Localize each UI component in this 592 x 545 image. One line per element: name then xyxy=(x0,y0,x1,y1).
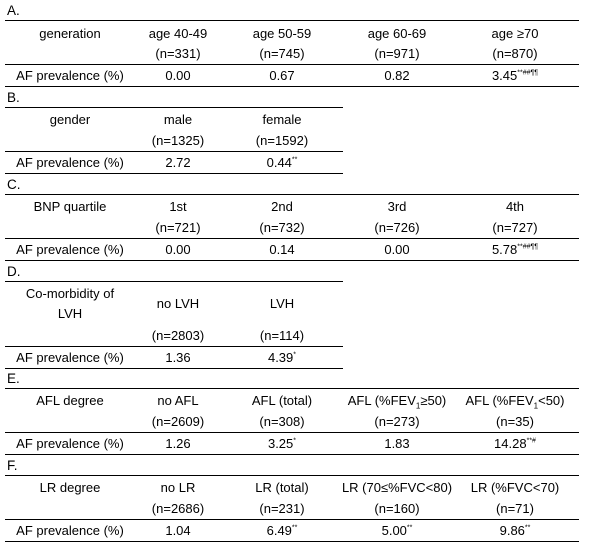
value-cell-with-mark xyxy=(455,242,575,258)
rule xyxy=(5,151,343,152)
value-cell-with-mark xyxy=(222,155,342,171)
value-cell: 0.82 xyxy=(384,68,410,83)
rule xyxy=(5,238,579,239)
count-cell: (n=870) xyxy=(492,46,538,61)
value: 5.78 xyxy=(491,242,518,257)
count-cell: (n=308) xyxy=(259,414,305,429)
value-cell-with-mark xyxy=(337,523,457,539)
subscript: 1 xyxy=(415,401,421,411)
header-cell: age ≥70 xyxy=(491,26,539,41)
header-cell-line2: LVH xyxy=(57,306,83,321)
header-cell: LR degree xyxy=(39,480,101,495)
header-cell: AFL degree xyxy=(36,393,104,408)
value-cell: 1.04 xyxy=(165,523,191,538)
value-cell: 0.00 xyxy=(165,68,191,83)
header-cell: 1st xyxy=(169,199,187,214)
value-cell: 0.67 xyxy=(269,68,295,83)
count-cell: (n=231) xyxy=(259,501,305,516)
value: 5.00 xyxy=(381,523,407,538)
value-cell-with-mark xyxy=(222,523,342,539)
row-label: AF prevalence (%) xyxy=(16,68,124,83)
section-label: B. xyxy=(7,90,20,105)
header-cell: no AFL xyxy=(157,393,199,408)
rule xyxy=(5,173,343,174)
significance-mark: **##¶¶ xyxy=(517,69,539,77)
rule xyxy=(5,194,579,195)
count-cell: (n=1592) xyxy=(255,133,309,148)
header-cell: generation xyxy=(39,26,101,41)
significance-mark: ** xyxy=(291,156,298,164)
section-label: A. xyxy=(7,3,20,18)
significance-mark: **##¶¶ xyxy=(517,243,539,251)
row-label: AF prevalence (%) xyxy=(16,436,124,451)
rule xyxy=(5,107,343,108)
header-text: AFL (%FEV xyxy=(347,393,416,408)
rule xyxy=(5,281,343,282)
header-cell: 3rd xyxy=(387,199,407,214)
significance-mark: ** xyxy=(524,524,531,532)
row-label: AF prevalence (%) xyxy=(16,350,124,365)
rule xyxy=(5,64,579,65)
section-d xyxy=(0,262,592,370)
header-cell: Co-morbidity of xyxy=(25,286,115,301)
header-cell: LR (70≤%FVC<80) xyxy=(341,480,453,495)
significance-mark: * xyxy=(293,351,297,359)
header-cell: no LVH xyxy=(156,296,200,311)
count-cell: (n=160) xyxy=(374,501,420,516)
section-label: F. xyxy=(7,458,18,473)
rule xyxy=(5,432,579,433)
value-cell: 2.72 xyxy=(165,155,191,170)
header-cell: 2nd xyxy=(271,199,293,214)
value: 3.45 xyxy=(491,68,518,83)
value: 3.25 xyxy=(267,436,294,451)
section-label: E. xyxy=(7,371,20,386)
significance-mark: ** xyxy=(406,524,413,532)
header-cell: gender xyxy=(49,112,91,127)
value-cell-with-mark xyxy=(222,350,342,366)
rule xyxy=(5,20,579,21)
rule xyxy=(5,260,579,261)
header-cell-fev xyxy=(337,393,457,409)
significance-mark: * xyxy=(293,437,297,445)
rule xyxy=(5,475,579,476)
value-cell: 1.83 xyxy=(384,436,410,451)
rule xyxy=(5,454,579,455)
value: 14.28 xyxy=(494,436,527,451)
header-cell: age 50-59 xyxy=(252,26,312,41)
value-cell-with-mark xyxy=(222,436,342,452)
header-text: AFL (%FEV xyxy=(465,393,534,408)
header-cell: LR (total) xyxy=(255,480,309,495)
header-cell: LVH xyxy=(269,296,295,311)
value-cell: 0.00 xyxy=(384,242,410,257)
count-cell: (n=971) xyxy=(374,46,420,61)
header-tail: <50) xyxy=(538,393,565,408)
row-label: AF prevalence (%) xyxy=(16,155,124,170)
value: 0.44 xyxy=(266,155,292,170)
count-cell: (n=732) xyxy=(259,220,305,235)
value: 9.86 xyxy=(499,523,525,538)
count-cell: (n=2686) xyxy=(151,501,205,516)
header-cell: LR (%FVC<70) xyxy=(470,480,560,495)
value-cell: 0.00 xyxy=(165,242,191,257)
subscript: 1 xyxy=(533,401,539,411)
rule xyxy=(5,86,579,87)
count-cell: (n=1325) xyxy=(151,133,205,148)
count-cell: (n=727) xyxy=(492,220,538,235)
header-tail: ≥50) xyxy=(420,393,447,408)
section-label: C. xyxy=(7,177,21,192)
count-cell: (n=2803) xyxy=(151,328,205,343)
header-cell: female xyxy=(262,112,302,127)
count-cell: (n=71) xyxy=(496,501,534,516)
value-cell: 1.26 xyxy=(165,436,191,451)
section-f xyxy=(0,456,592,545)
value-cell-with-mark xyxy=(455,68,575,84)
count-cell: (n=2609) xyxy=(151,414,205,429)
rule xyxy=(5,541,579,542)
row-label: AF prevalence (%) xyxy=(16,242,124,257)
section-e xyxy=(0,369,592,457)
section-a xyxy=(0,0,592,92)
count-cell: (n=273) xyxy=(374,414,420,429)
count-cell: (n=331) xyxy=(155,46,201,61)
value-cell: 1.36 xyxy=(165,350,191,365)
header-cell: male xyxy=(163,112,193,127)
header-cell: BNP quartile xyxy=(33,199,107,214)
value-cell-with-mark xyxy=(455,436,575,452)
header-cell: 4th xyxy=(505,199,525,214)
header-cell: age 40-49 xyxy=(148,26,208,41)
value-cell: 0.14 xyxy=(269,242,295,257)
row-label: AF prevalence (%) xyxy=(16,523,124,538)
rule xyxy=(5,346,343,347)
header-cell-fev xyxy=(455,393,575,409)
count-cell: (n=35) xyxy=(496,414,534,429)
value: 4.39 xyxy=(267,350,294,365)
header-cell: age 60-69 xyxy=(367,26,427,41)
count-cell: (n=745) xyxy=(259,46,305,61)
value-cell-with-mark xyxy=(455,523,575,539)
section-b xyxy=(0,88,592,172)
rule xyxy=(5,388,579,389)
count-cell: (n=114) xyxy=(259,328,305,343)
significance-mark: ** xyxy=(291,524,298,532)
count-cell: (n=721) xyxy=(155,220,201,235)
value: 6.49 xyxy=(266,523,292,538)
section-c xyxy=(0,175,592,263)
section-label: D. xyxy=(7,264,21,279)
header-cell: no LR xyxy=(160,480,196,495)
header-cell: AFL (total) xyxy=(251,393,313,408)
rule xyxy=(5,519,579,520)
count-cell: (n=726) xyxy=(374,220,420,235)
significance-mark: **# xyxy=(526,437,536,445)
